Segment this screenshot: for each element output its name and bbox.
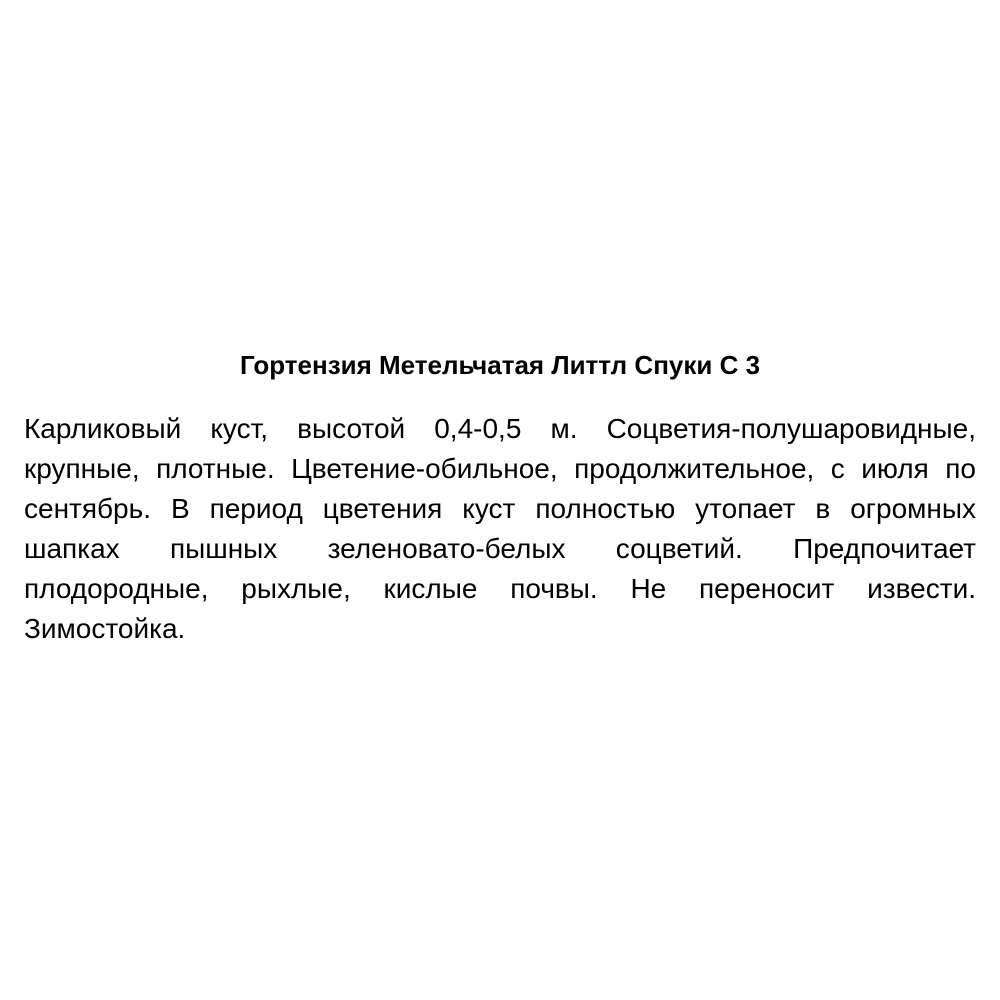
description-paragraph: Карликовый куст, высотой 0,4-0,5 м. Соцветия-полушаровидные, крупные, плотные. Цветение-обильное, продолжительное, с июля по сентябрь. В период цветения куст полностью утопает в огромных шапках пышных зеленовато-белых соцветий. Предпочитает плодородные, рыхлые, кислые почвы. Не переносит извести. Зимостойка. [24,413,976,644]
product-title: Гортензия Метельчатая Литтл Спуки С 3 [239,350,761,380]
product-description [24,345,976,649]
